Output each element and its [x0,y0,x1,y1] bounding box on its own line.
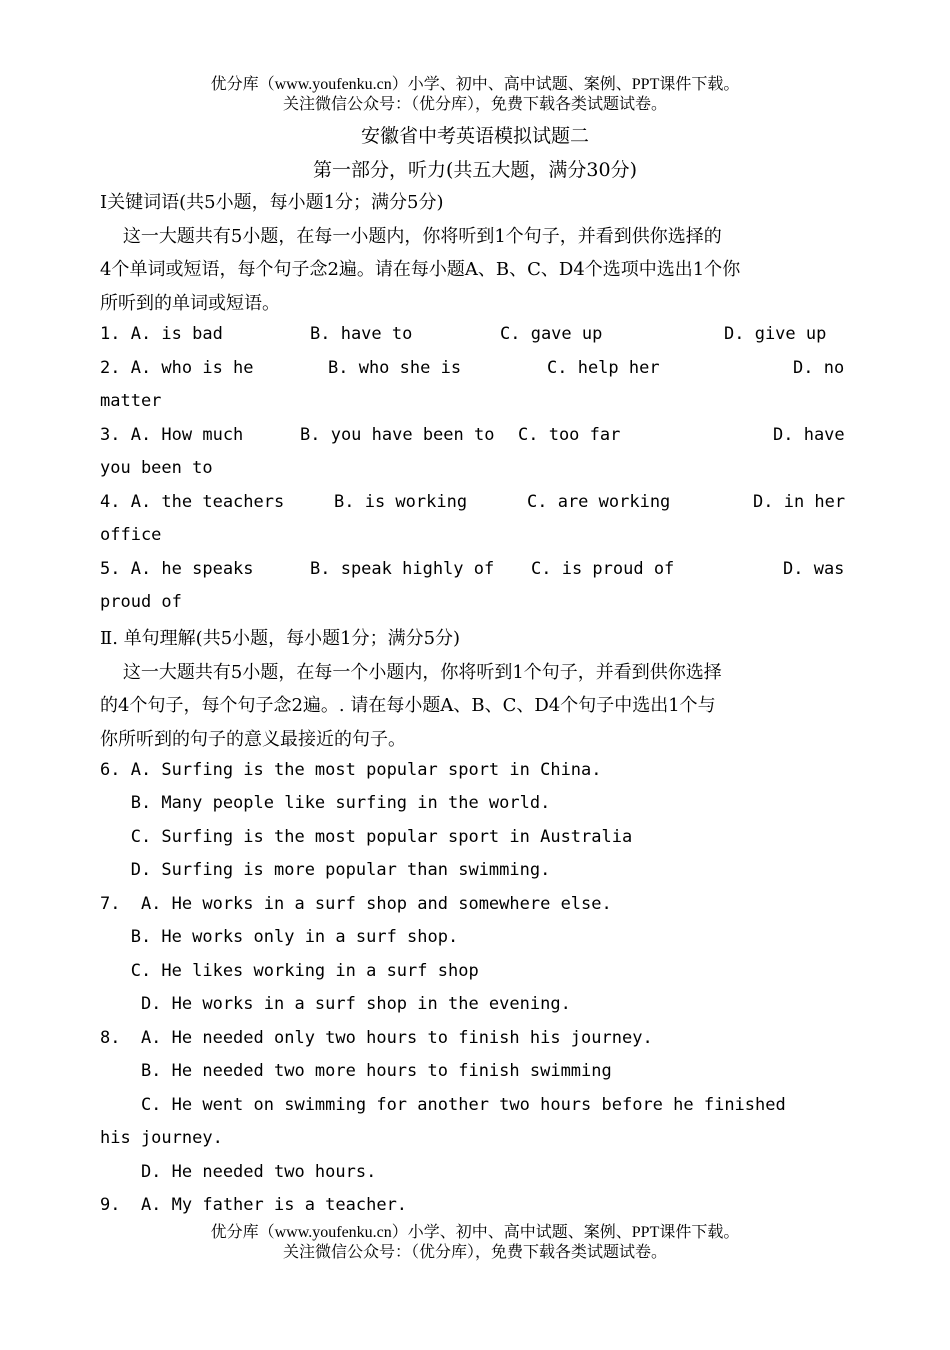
section1-heading: Ⅰ关键词语(共5小题，每小题1分；满分5分) [100,192,444,213]
answer-line: D. He works in a surf shop in the evening. [100,994,571,1014]
q2-wrap-text: matter [100,391,162,411]
page-subtitle: 第一部分，听力(共五大题，满分30分) [312,159,637,181]
section2-intro-line: 你所听到的句子的意义最接近的句子。 [100,729,406,750]
answer-line: D. He needed two hours. [100,1162,377,1182]
q2-option-b: B. who she is [328,358,462,378]
q3-option-b: B. you have been to [300,425,495,445]
answer-line: 6. A. Surfing is the most popular sport in China. [100,760,602,780]
answer-line: B. He works only in a surf shop. [100,927,459,947]
answer-line: C. He went on swimming for another two hours before he finished [100,1095,786,1115]
footer-line-2: 关注微信公众号：（优分库），免费下载各类试题试卷。 [282,1244,667,1261]
header-line-2: 关注微信公众号：（优分库），免费下载各类试题试卷。 [282,96,667,113]
q1-option-b: B. have to [310,324,413,344]
footer-line-1: 优分库（www.youfenku.cn）小学、初中、高中试题、案例、PPT课件下载。 [210,1224,740,1241]
q5-option-a: 5. A. he speaks [100,559,254,579]
section2-intro-line: 的4个句子，每个句子念2遍。. 请在每小题A、B、C、D4个句子中选出1个与 [100,695,716,716]
q5-option-b: B. speak highly of [310,559,495,579]
answer-line: C. He likes working in a surf shop [100,961,479,981]
page-title: 安徽省中考英语模拟试题二 [360,125,589,147]
q1-option-a: 1. A. is bad [100,324,223,344]
q3-option-c: C. too far [518,425,621,445]
q2-option-c: C. help her [547,358,660,378]
q5-option-d: D. was [783,559,845,579]
q3-option-d: D. have [773,425,845,445]
q2-option-d: D. no [793,358,845,378]
q3-option-a: 3. A. How much [100,425,244,445]
q1-option-c: C. gave up [500,324,603,344]
q2-option-a: 2. A. who is he [100,358,254,378]
answer-line: C. Surfing is the most popular sport in Australia [100,827,633,847]
q4-option-a: 4. A. the teachers [100,492,285,512]
section1-intro-line: 这一大题共有5小题，在每一小题内，你将听到1个句子，并看到供你选择的 [100,226,722,247]
q4-option-b: B. is working [334,492,468,512]
answer-line: 7. A. He works in a surf shop and somewhere else. [100,894,612,914]
q5-option-c: C. is proud of [531,559,675,579]
section2-intro-line: 这一大题共有5小题，在每一个小题内，你将听到1个句子，并看到供你选择 [100,662,722,683]
header-line-1: 优分库（www.youfenku.cn）小学、初中、高中试题、案例、PPT课件下载。 [210,76,740,93]
q4-wrap-text: office [100,525,162,545]
q4-option-d: D. in her [753,492,846,512]
answer-line: his journey. [100,1128,223,1148]
answer-line: B. He needed two more hours to finish swimming [100,1061,612,1081]
q4-option-c: C. are working [527,492,671,512]
q1-option-d: D. give up [724,324,827,344]
answer-line: 8. A. He needed only two hours to finish his journey. [100,1028,653,1048]
q5-wrap-text: proud of [100,592,182,612]
q3-wrap-text: you been to [100,458,213,478]
section2-heading: Ⅱ. 单句理解(共5小题，每小题1分；满分5分) [100,628,461,649]
section1-intro-line: 所听到的单词或短语。 [100,293,280,314]
answer-line: D. Surfing is more popular than swimming. [100,860,551,880]
answer-line: 9. A. My father is a teacher. [100,1195,408,1215]
section1-intro-line: 4个单词或短语，每个句子念2遍。请在每小题A、B、C、D4个选项中选出1个你 [100,259,741,280]
answer-line: B. Many people like surfing in the world. [100,793,551,813]
